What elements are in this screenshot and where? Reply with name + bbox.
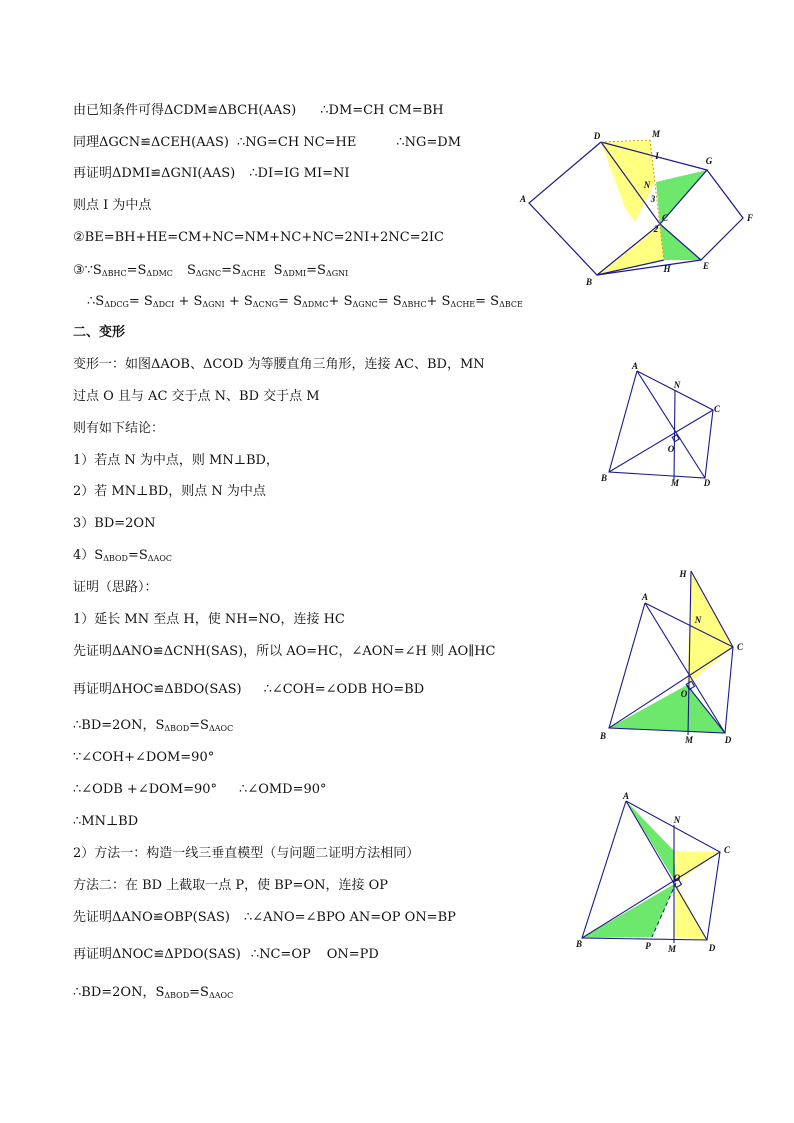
svg-text:E: E [702,261,710,271]
svg-text:M: M [670,478,680,488]
variant-line-1: 变形一：如图ΔAOB、ΔCOD 为等腰直角三角形，连接 AC、BD，MN [73,357,485,372]
figure-2-labels [600,361,721,488]
figure-2-variant [595,360,735,495]
proof-line-2: 先证明ΔANO≌ΔCNH(SAS)，所以 AO=HC，∠AON=∠H 则 AO∥HC [73,644,496,659]
proof-heading: 证明（思路）： [73,580,158,595]
proof-line-12: ∴BD=2ON，$S_{\Delta BOD}=S_{\Delta AOC}$ [73,985,234,1000]
svg-text:A: A [622,791,630,801]
svg-text:I: I [655,151,659,161]
figure-4-method-two [570,785,750,960]
svg-text:F: F [746,213,754,223]
svg-text:B: B [599,731,607,741]
svg-text:A: A [641,592,649,602]
line-2-part-c: ∴NG=DM [396,135,462,150]
svg-text:D: D [724,735,732,745]
svg-text:N: N [673,815,681,825]
line-1-part-b: ∴DM=CH CM=BH [320,103,444,118]
svg-text:N: N [673,380,681,390]
proof-line-10: 先证明ΔANO≌OBP(SAS) ∴∠ANO=∠BPO AN=OP ON=BP [73,910,456,925]
text-line-5: ②BE=BH+HE=CM+NC=NM+NC+NC=2NI+2NC=2IC [73,230,444,245]
proof-line-3: 再证明ΔHOC≌ΔBDO(SAS) ∴∠COH=∠ODB HO=BD [73,682,425,697]
proof-line-8: 2）方法一：构造一线三垂直模型（与问题二证明方法相同） [73,846,420,861]
svg-text:3: 3 [650,194,656,204]
line-2-part-a: 同理ΔGCN≌ΔCEH(AAS) [73,135,229,150]
conclusion-1: 1）若点 N 为中点，则 MN⊥BD， [73,453,279,468]
text-line-2 [73,135,461,151]
line-3-part-a: 再证明ΔDMI≌ΔGNI(AAS) [73,166,236,181]
conclusion-2: 2）若 MN⊥BD，则点 N 为中点 [73,484,266,499]
svg-text:A: A [519,194,527,204]
svg-text:N: N [643,180,651,190]
svg-text:M: M [667,944,677,954]
text-line-4: 则点 I 为中点 [73,198,152,213]
figure-3-extend [595,565,755,750]
line-3-part-b: ∴DI=IG MI=NI [249,166,350,181]
svg-text:A: A [631,361,639,371]
svg-text:2: 2 [653,224,659,234]
svg-text:D: D [593,131,601,141]
svg-text:B: B [600,473,608,483]
text-line-7: $\therefore S_{\Delta DCG}= S_{\Delta DCI} + S_{\Delta GNI} + S_{\Delta CNG}= S_{\Delta DMC}+ S_{\Delta GNC}= S_{\Delta BHC}+ S_{\Delta CHE}= S_{\Delta BCE}$ [87,294,523,309]
variant-line-3: 则有如下结论： [73,421,165,436]
svg-text:O: O [667,444,675,454]
proof-line-5: ∵∠COH+∠DOM=90° [73,750,215,765]
svg-text:M: M [684,735,694,745]
line-1-part-a: 由已知条件可得ΔCDM≌ΔBCH(AAS) [73,103,297,118]
conclusion-3: 3）BD=2ON [73,516,156,531]
section-heading: 二、变形 [73,325,126,340]
svg-text:H: H [679,569,687,579]
svg-text:G: G [705,156,713,166]
svg-text:M: M [651,129,661,139]
svg-text:H: H [663,264,671,274]
proof-line-7: ∴MN⊥BD [73,814,139,829]
svg-text:D: D [703,478,711,488]
svg-text:C: C [661,213,669,223]
svg-text:O: O [680,689,688,699]
svg-text:B: B [585,277,593,287]
svg-text:B: B [575,939,583,949]
svg-text:D: D [708,943,716,953]
text-line-1 [73,103,444,119]
proof-line-11: 再证明ΔNOC≌ΔPDO(SAS) ∴NC=OP ON=PD [73,947,379,962]
conclusion-4: $4)S_{\Delta BOD}=S_{\Delta AOC}$ [73,548,173,563]
text-line-3 [73,166,350,182]
variant-line-2: 过点 O 且与 AC 交于点 N、BD 交于点 M [73,389,320,404]
svg-text:N: N [694,615,702,625]
proof-line-6: ∴∠ODB +∠DOM=90° ∴∠OMD=90° [73,782,327,797]
proof-line-1: 1）延长 MN 至点 H，使 NH=NO，连接 HC [73,612,345,627]
svg-text:P: P [645,941,651,951]
svg-text:C: C [713,404,721,414]
line-2-part-b: ∴NG=CH NC=HE [236,135,357,150]
proof-line-4: ∴BD=2ON，$S_{\Delta BOD}=S_{\Delta AOC}$ [73,718,234,733]
svg-text:C: C [736,642,744,652]
svg-text:O: O [673,873,681,883]
svg-text:C: C [723,845,731,855]
proof-line-9: 方法二：在 BD 上截取一点 P，使 BP=ON，连接 OP [73,878,389,893]
figure-1-squares [510,120,770,300]
text-line-6: $③\because S_{\Delta BHC}=S_{\Delta DMC}$ $S_{\Delta GNC}=S_{\Delta CHE}$ $S_{\Delta DMI}=S_{\Delta GNI}$ [73,263,349,278]
